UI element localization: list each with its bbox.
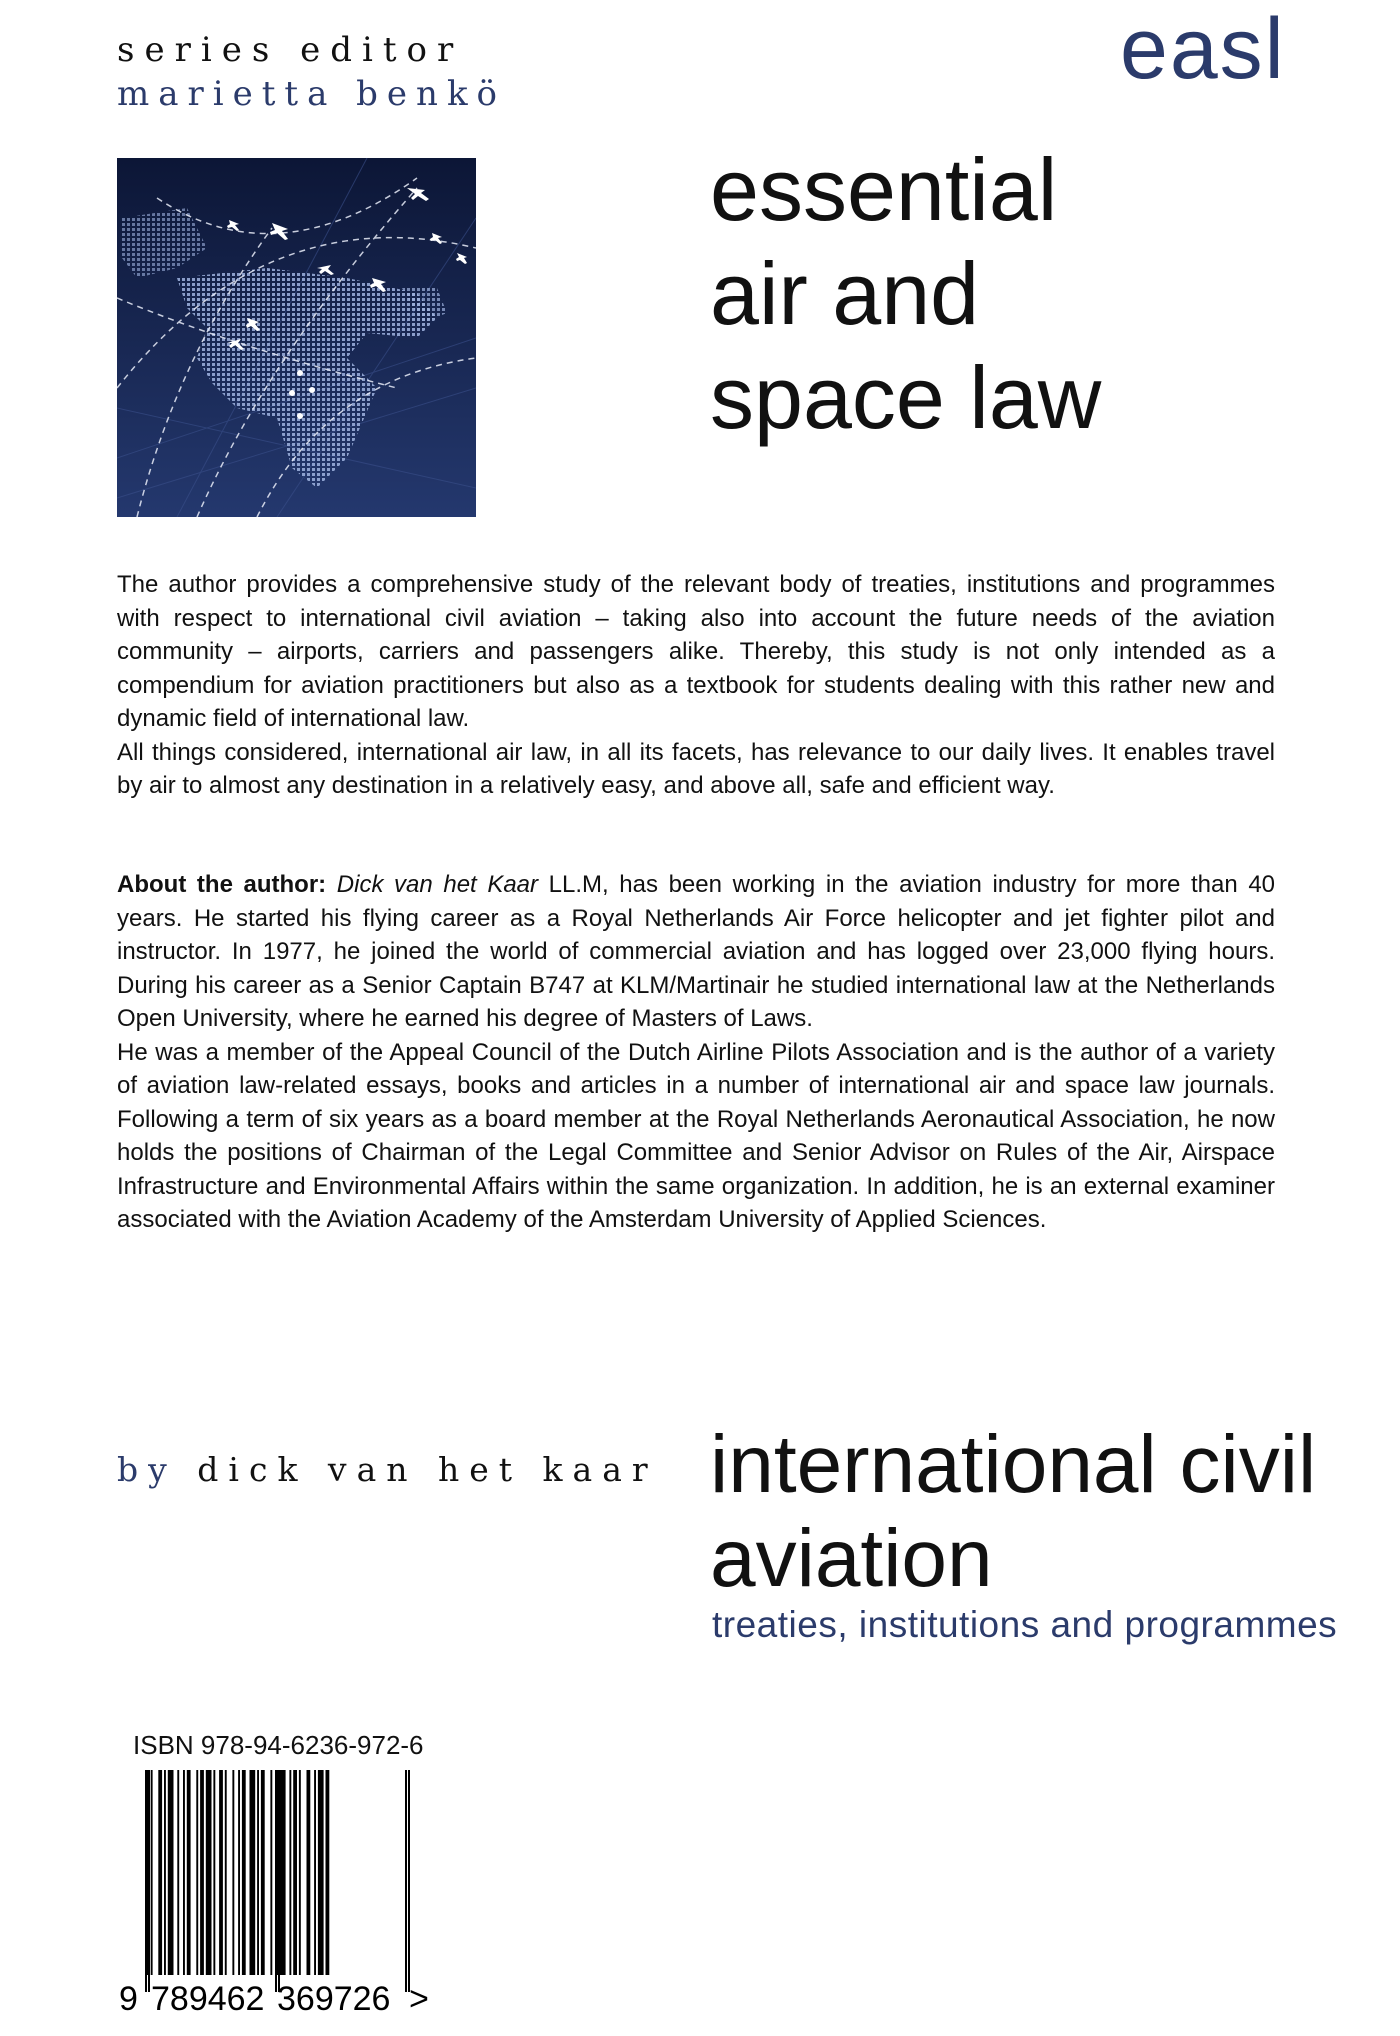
barcode-bar xyxy=(232,1770,234,1975)
series-editor-name: marietta benkö xyxy=(117,74,507,114)
barcode-bar xyxy=(261,1770,265,1975)
barcode-guard-bar xyxy=(275,1770,277,1992)
barcode-bar xyxy=(151,1770,153,1975)
book-title-line: international civil xyxy=(710,1419,1317,1510)
isbn-label: ISBN 978-94-6236-972-6 xyxy=(133,1730,424,1760)
barcode-digit-first: 9 xyxy=(119,1980,138,2018)
barcode-bar xyxy=(289,1770,291,1975)
barcode-bar xyxy=(196,1770,198,1975)
barcode-bar xyxy=(250,1770,256,1975)
byline xyxy=(117,1450,658,1489)
series-title-line: space law xyxy=(710,348,1102,447)
barcode-bar xyxy=(206,1770,212,1975)
barcode-bar xyxy=(213,1770,215,1975)
barcode-bar xyxy=(270,1770,272,1975)
barcode-guard-bar xyxy=(405,1770,407,1992)
series-title-line: essential xyxy=(710,140,1058,239)
barcode-bar xyxy=(183,1770,185,1975)
about-label: About the author: xyxy=(117,871,327,898)
world-map-flight-paths-image xyxy=(117,158,476,517)
book-title xyxy=(710,1418,1316,1606)
book-description xyxy=(117,568,1275,803)
barcode-bar xyxy=(280,1770,286,1975)
series-title-line: air and xyxy=(710,244,980,343)
barcode-guard-bar xyxy=(408,1770,410,1992)
barcode-bar xyxy=(257,1770,259,1975)
barcode-bar xyxy=(314,1770,316,1975)
barcode-bar xyxy=(225,1770,227,1975)
barcode-bar xyxy=(326,1770,330,1975)
barcode-bar xyxy=(307,1770,311,1975)
barcode-guard-bar xyxy=(145,1770,147,1992)
barcode-bar xyxy=(187,1770,191,1975)
barcode-bar xyxy=(168,1770,174,1975)
barcode-arrow: > xyxy=(409,1980,429,2018)
barcode-guard-bar xyxy=(148,1770,150,1992)
description-paragraph: The author provides a comprehensive study of the relevant body of treaties, institutions and programmes with respect to international civil aviation – taking also into account the future needs of the aviation community – airports, carriers and passengers alike. Thereby, this study is not only intended as a compendium for aviation practitioners but also as a textbook for students dealing with this rather new and dynamic field of international law. xyxy=(117,571,1275,732)
barcode-bar xyxy=(242,1770,246,1975)
barcode-bar xyxy=(200,1770,204,1975)
author-name: Dick van het Kaar xyxy=(336,871,539,898)
barcode-bar xyxy=(293,1770,297,1975)
byline-author: dick van het kaar xyxy=(197,1450,658,1489)
book-subtitle: treaties, institutions and programmes xyxy=(712,1604,1338,1645)
barcode-bar xyxy=(318,1770,324,1975)
barcode-digits-right: 369726 xyxy=(277,1980,391,2018)
publisher-logo: easl xyxy=(1120,1,1286,97)
barcode-bars xyxy=(145,1770,410,1992)
book-title-line: aviation xyxy=(710,1513,993,1604)
byline-by: by xyxy=(117,1450,177,1489)
barcode-bar xyxy=(238,1770,240,1975)
barcode-bar xyxy=(158,1770,162,1975)
barcode-bar xyxy=(177,1770,179,1975)
barcode-guard-bar xyxy=(278,1770,280,1992)
barcode-bar xyxy=(299,1770,301,1975)
description-paragraph: All things considered, international air law, in all its facets, has relevance to our daily lives. It enables travel by air to almost any destination in a relatively easy, and above all, safe and efficient way. xyxy=(117,738,1275,799)
about-paragraph xyxy=(117,868,1275,1036)
about-the-author xyxy=(117,868,1275,1237)
series-title xyxy=(710,138,1101,450)
isbn-barcode xyxy=(117,1770,437,2020)
about-intro-text: LL.M, has been working in the aviation industry for more than 40 years. He started his flying career as a Royal Netherlands Air Force helicopter and jet fighter pilot and instructor. In 1977, he joined the world of commercial aviation and has logged over 23,000 flying hours. During his career as a Senior Captain B747 at KLM/Martinair he studied international law at the Netherlands Open University, where he earned his degree of Masters of Laws. xyxy=(117,871,1276,1032)
barcode-digits-left: 789462 xyxy=(151,1980,265,2018)
barcode-bar xyxy=(164,1770,166,1975)
series-editor-label: series editor xyxy=(117,30,464,70)
barcode-bar xyxy=(219,1770,223,1975)
about-paragraph: He was a member of the Appeal Council of the Dutch Airline Pilots Association and is the author of a variety of aviation law-related essays, books and articles in a number of international air and space law journals. Following a term of six years as a board member at the Royal Netherlands Aeronautical Association, he now holds the positions of Chairman of the Legal Committee and Senior Advisor on Rules of the Air, Airspace Infrastructure and Environmental Affairs within the same organization. In addition, he is an external examiner associated with the Aviation Academy of the Amsterdam University of Applied Sciences. xyxy=(117,1038,1275,1233)
